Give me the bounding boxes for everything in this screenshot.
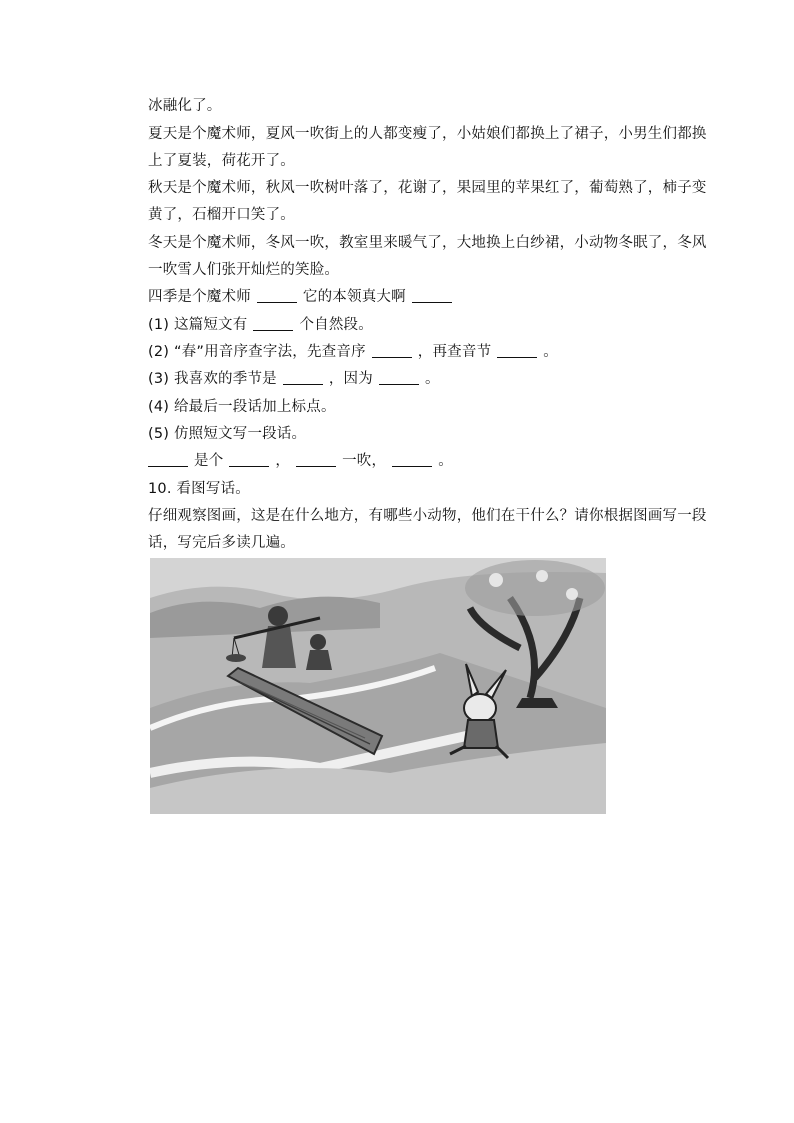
q3-text-b: ，因为 [328,371,373,387]
q1-text-a: (1) 这篇短文有 [148,317,248,333]
blank-q2-2[interactable] [497,343,537,358]
q3-text-c: 。 [424,371,440,387]
q5-text-b: ， [275,453,291,469]
illustration-riverside-scene [150,558,606,814]
question-5-fill [148,451,453,471]
passage-line-3: 上了夏装，荷花开了。 [148,153,295,169]
q2-text-b: ，再查音节 [417,344,492,360]
task-10-line-1: 仔细观察图画，这是在什么地方，有哪些小动物，他们在干什么？请你根据图画写一段 [148,508,707,524]
question-2 [148,342,558,362]
q2-text-c: 。 [543,344,558,360]
passage-line-1: 冰融化了。 [148,98,222,114]
q5-text-d: 。 [438,453,453,469]
q5-text-c: 一吹， [342,453,387,469]
line8-text-b: 它的本领真大啊 [302,289,406,305]
blank-q5-3[interactable] [296,452,336,467]
passage-line-7: 一吹雪人们张开灿烂的笑脸。 [148,262,340,278]
passage-line-4: 秋天是个魔术师，秋风一吹树叶落了，花谢了，果园里的苹果红了，葡萄熟了，柿子变 [148,180,707,196]
task-10-line-2: 话，写完后多读几遍。 [148,535,295,551]
blank-q2-1[interactable] [372,343,412,358]
q2-text-a: (2) “春”用音序查字法，先查音序 [148,344,366,360]
illustration-svg [150,558,606,814]
q5-text-a: 是个 [194,453,224,469]
question-5: (5) 仿照短文写一段话。 [148,426,307,442]
q1-text-b: 个自然段。 [299,317,373,333]
task-10-title: 10. 看图写话。 [148,481,250,497]
passage-line-6: 冬天是个魔术师，冬风一吹，教室里来暖气了，大地换上白纱裙，小动物冬眠了，冬风 [148,235,707,251]
blank-line8-1[interactable] [257,288,297,303]
passage-line-8 [148,287,458,307]
blank-q3-1[interactable] [283,370,323,385]
question-1 [148,315,373,335]
blank-q3-2[interactable] [379,370,419,385]
passage-line-5: 黄了，石榴开口笑了。 [148,207,295,223]
blank-q5-4[interactable] [392,452,432,467]
passage-line-2: 夏天是个魔术师，夏风一吹街上的人都变瘦了，小姑娘们都换上了裙子，小男生们都换 [148,126,707,142]
blank-line8-2[interactable] [412,288,452,303]
blank-q5-1[interactable] [148,452,188,467]
blank-q1[interactable] [253,316,293,331]
q3-text-a: (3) 我喜欢的季节是 [148,371,277,387]
line8-text-a: 四季是个魔术师 [148,289,251,305]
question-3 [148,369,440,389]
question-4: (4) 给最后一段话加上标点。 [148,399,336,415]
blank-q5-2[interactable] [229,452,269,467]
